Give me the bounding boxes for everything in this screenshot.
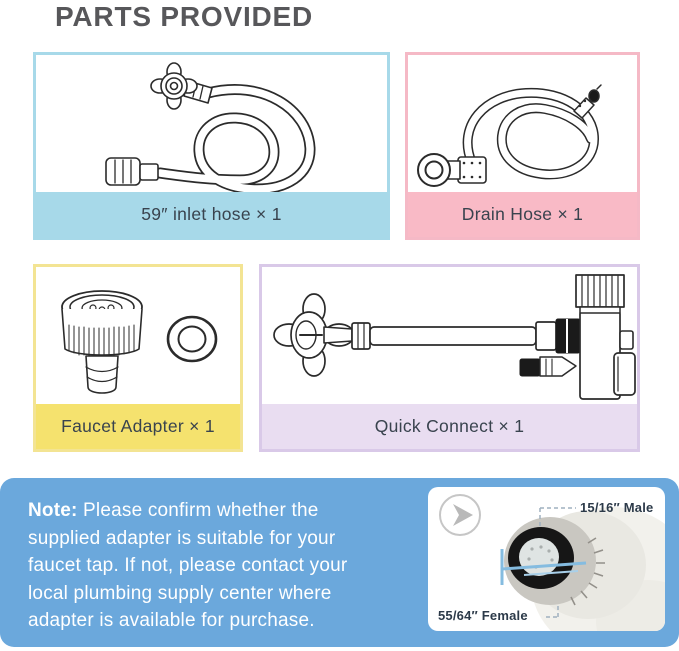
inlet-hose-illustration (36, 55, 387, 192)
quick-connect-image (262, 267, 637, 404)
page-title: PARTS PROVIDED (55, 1, 314, 32)
note-line: adapter is available for purchase. (28, 610, 315, 631)
arrow-play-icon (440, 495, 480, 535)
faucet-adapter-illustration (40, 267, 237, 404)
inlet-hose-label: 59″ inlet hose × 1 (36, 192, 387, 237)
adapter-photo-card (428, 487, 665, 631)
faucet-adapter-image (36, 267, 240, 404)
quick-connect-label: Quick Connect × 1 (262, 404, 637, 449)
panel-quick-connect (259, 264, 640, 452)
panel-inlet-hose (33, 52, 390, 240)
drain-hose-image (408, 55, 637, 192)
inlet-hose-image (36, 55, 387, 192)
note-text (28, 497, 428, 635)
note-prefix: Note: (28, 500, 78, 521)
drain-hose-illustration (408, 55, 637, 192)
quick-connect-illustration (262, 267, 637, 404)
note-section (0, 478, 679, 647)
note-line: Note: Please confirm whether the (28, 500, 319, 521)
drain-hose-label: Drain Hose × 1 (408, 192, 637, 237)
callout-female: 55/64″ Female (438, 608, 528, 623)
panel-faucet-adapter (33, 264, 243, 452)
callout-male: 15/16″ Male (580, 500, 654, 515)
note-line: local plumbing supply center where (28, 582, 332, 604)
panel-drain-hose (405, 52, 640, 240)
note-line: faucet tap. If not, please contact your (28, 555, 348, 576)
faucet-adapter-label: Faucet Adapter × 1 (36, 404, 240, 449)
note-line: supplied adapter is suitable for your (28, 527, 336, 549)
